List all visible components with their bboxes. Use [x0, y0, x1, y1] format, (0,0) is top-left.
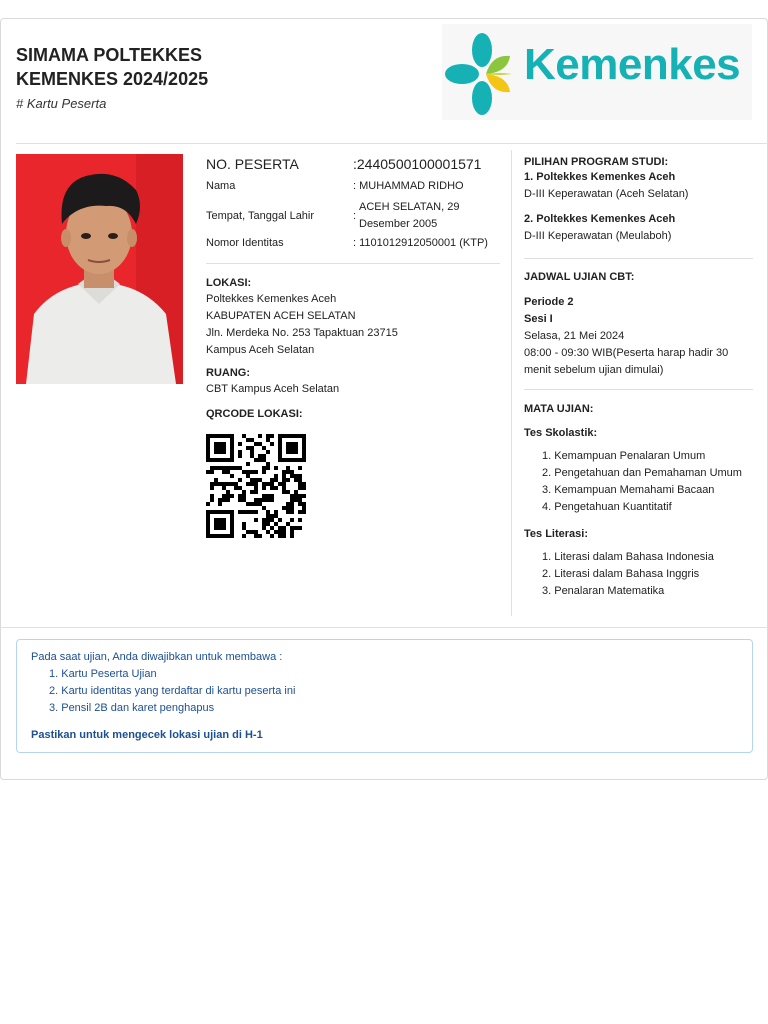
location-line: Jln. Merdeka No. 253 Tapaktuan 23715	[206, 327, 398, 339]
schedule-time-line1: 08:00 - 09:30 WIB(Peserta harap hadir 30	[524, 347, 729, 359]
id-label: Nomor Identitas	[206, 237, 284, 249]
program-choice2-name: 2. Poltekkes Kemenkes Aceh	[524, 213, 676, 225]
location-line: Poltekkes Kemenkes Aceh	[206, 293, 337, 305]
notice-footer: Pastikan untuk mengecek lokasi ujian di H-1	[31, 729, 263, 741]
kemenkes-logo-icon	[442, 24, 522, 120]
list-item: 1. Literasi dalam Bahasa Indonesia	[542, 551, 714, 563]
qrcode-title: QRCODE LOKASI:	[206, 408, 303, 420]
schedule-divider	[524, 389, 753, 390]
list-item: 1. Kemampuan Penalaran Umum	[542, 450, 706, 462]
notice-item: 2. Kartu identitas yang terdaftar di kartu peserta ini	[49, 685, 296, 697]
no-peserta-label: NO. PESERTA	[206, 156, 299, 172]
kemenkes-logo-text: Kemenkes	[524, 40, 741, 89]
birth-value-line1: ACEH SELATAN, 29	[359, 201, 460, 213]
schedule-period: Periode 2	[524, 296, 574, 308]
page-subtitle: # Kartu Peserta	[16, 96, 107, 111]
subjects-title: MATA UJIAN:	[524, 403, 594, 415]
notice-box	[16, 639, 753, 753]
location-qrcode[interactable]	[206, 434, 306, 538]
list-item: 3. Kemampuan Memahami Bacaan	[542, 484, 715, 496]
room-value: CBT Kampus Aceh Selatan	[206, 383, 340, 395]
location-title: LOKASI:	[206, 277, 252, 289]
birth-value-line2: Desember 2005	[359, 218, 438, 230]
program-choice1-name: 1. Poltekkes Kemenkes Aceh	[524, 171, 676, 183]
notice-item: 3. Pensil 2B dan karet penghapus	[49, 702, 215, 714]
participant-photo	[16, 154, 183, 384]
page-title-line2: KEMENKES 2024/2025	[16, 69, 209, 89]
literasi-list	[542, 549, 754, 600]
subjects-section	[524, 403, 754, 600]
list-item: 2. Literasi dalam Bahasa Inggris	[542, 568, 700, 580]
birth-label: Tempat, Tanggal Lahir	[206, 210, 315, 222]
program-choice2-prodi: D-III Keperawatan (Meulaboh)	[524, 230, 672, 242]
schedule-date: Selasa, 21 Mei 2024	[524, 330, 625, 342]
program-divider	[524, 258, 753, 259]
skolastik-title: Tes Skolastik:	[524, 427, 598, 439]
schedule-section	[524, 271, 754, 379]
list-item: 2. Pengetahuan dan Pemahaman Umum	[542, 467, 742, 479]
id-value: : 1101012912050001 (KTP)	[353, 237, 488, 249]
header-divider	[16, 143, 768, 144]
notice-intro: Pada saat ujian, Anda diwajibkan untuk membawa :	[31, 651, 283, 663]
list-item: 4. Pengetahuan Kuantitatif	[542, 501, 672, 513]
location-section	[206, 277, 500, 420]
room-title: RUANG:	[206, 367, 250, 379]
location-line: Kampus Aceh Selatan	[206, 344, 315, 356]
program-title: PILIHAN PROGRAM STUDI:	[524, 156, 669, 168]
birth-colon: :	[353, 210, 357, 222]
name-label: Nama	[206, 180, 236, 192]
location-line: KABUPATEN ACEH SELATAN	[206, 310, 356, 322]
notice-item: 1. Kartu Peserta Ujian	[49, 668, 157, 680]
program-choice1-prodi: D-III Keperawatan (Aceh Selatan)	[524, 188, 689, 200]
body-divider	[0, 627, 768, 628]
name-value: : MUHAMMAD RIDHO	[353, 180, 464, 192]
page-title-line1: SIMAMA POLTEKKES	[16, 45, 203, 65]
skolastik-list	[542, 448, 754, 516]
info-divider	[206, 263, 500, 264]
card-header	[16, 24, 752, 124]
list-item: 3. Penalaran Matematika	[542, 585, 665, 597]
schedule-title: JADWAL UJIAN CBT:	[524, 271, 635, 283]
column-divider	[511, 150, 512, 616]
schedule-time-line2: menit sebelum ujian dimulai)	[524, 364, 664, 376]
literasi-title: Tes Literasi:	[524, 528, 588, 540]
no-peserta-value: :2440500100001571	[353, 156, 482, 172]
schedule-session: Sesi I	[524, 313, 553, 325]
kemenkes-logo	[442, 24, 752, 120]
exam-info	[524, 154, 754, 245]
